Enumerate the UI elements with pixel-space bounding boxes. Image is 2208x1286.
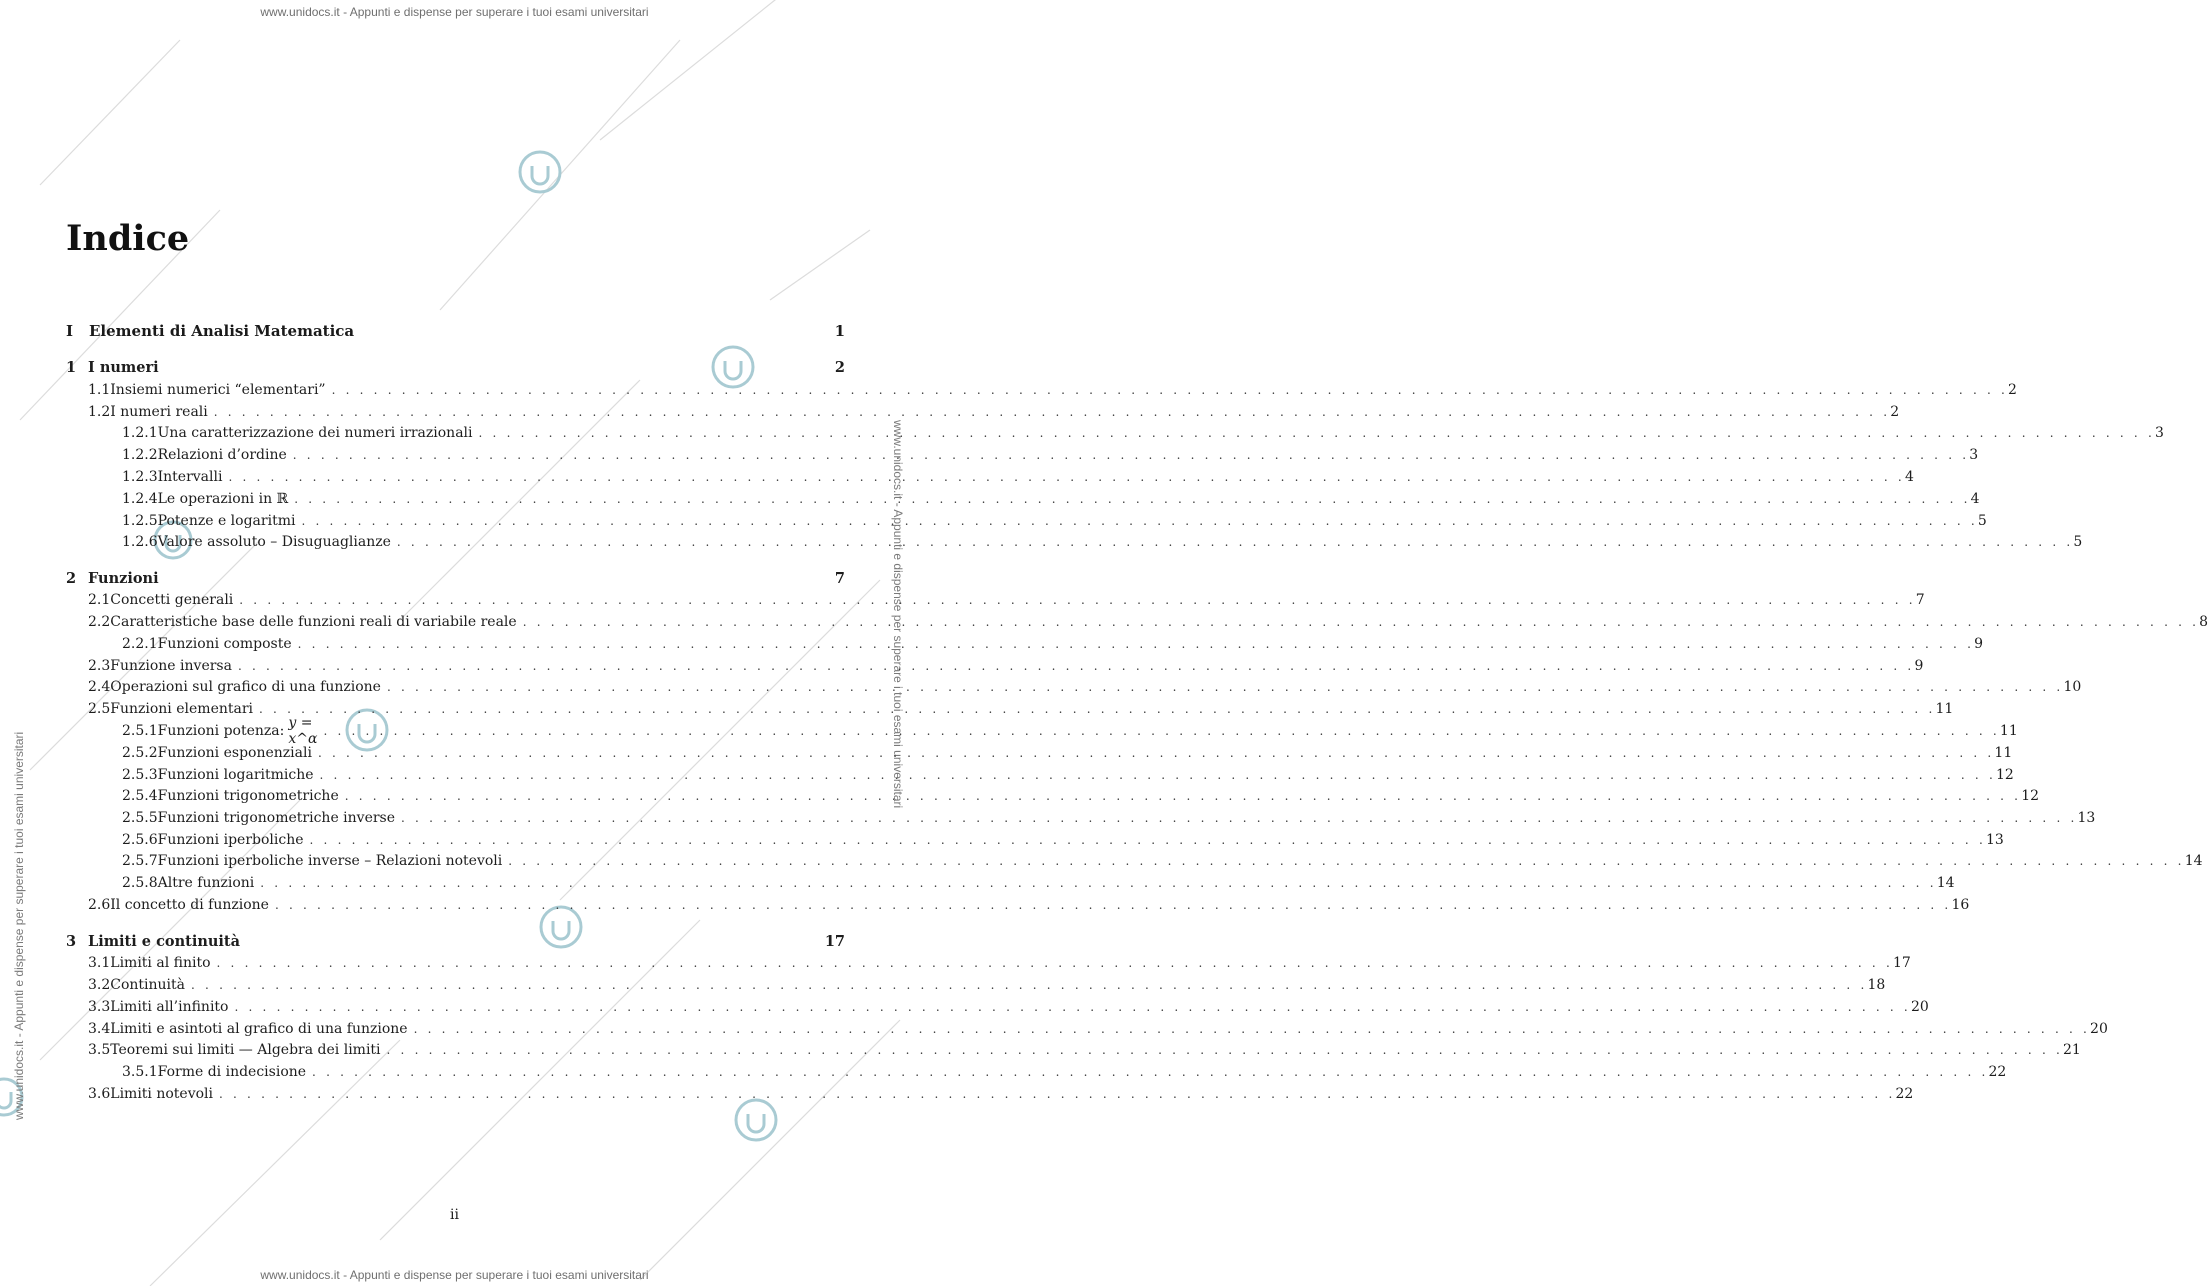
toc-dot-leader: . . . . . . . . . . . . . . . . . . . . . . . . . . . . . . . . . . . . . . . . . . . . . . . . . . . . . . . . . . . . . . . . . . . . . . . . . . . . . . . . . . . . . . . . . . . . . . . . . . . . . . . . . . . . . . . . . . . . . . . . xyxy=(323,724,2000,738)
toc-entry-page: 2 xyxy=(2008,382,2017,398)
toc-entry-page: 2 xyxy=(834,358,845,376)
toc-dot-leader: . . . . . . . . . . . . . . . . . . . . . . . . . . . . . . . . . . . . . . . . . . . . . . . . . . . . . . . . . . . . . . . . . . . . . . . . . . . . . . . . . . . . . . . . . . . . . . . . . . . . . . . . . . . . . . . . . . . . . . . . xyxy=(386,1043,2063,1057)
toc-entry-label: Operazioni sul grafico di una funzione xyxy=(110,679,381,695)
toc-subsection-entry[interactable] xyxy=(0,808,2096,828)
toc-entry-number: 2.5.4 xyxy=(122,788,158,804)
toc-dot-leader: . . . . . . . . . . . . . . . . . . . . . . . . . . . . . . . . . . . . . . . . . . . . . . . . . . . . . . . . . . . . . . . . . . . . . . . . . . . . . . . . . . . . . . . . . . . . . . . . . . . . . . . . . . . . . . . . . . . . . . . . xyxy=(301,514,1978,528)
toc-entry-page: 18 xyxy=(1867,977,1886,993)
toc-dot-leader: . . . . . . . . . . . . . . . . . . . . . . . . . . . . . . . . . . . . . . . . . . . . . . . . . . . . . . . . . . . . . . . . . . . . . . . . . . . . . . . . . . . . . . . . . . . . . . . . . . . . . . . . . . . . . . . . . . . . . . . . xyxy=(312,1065,1989,1079)
toc-entry-page: 22 xyxy=(1895,1086,1914,1102)
toc-entry-number: 1.1 xyxy=(88,382,111,398)
toc-entry-label: Concetti generali xyxy=(110,592,234,608)
toc-entry-page: 11 xyxy=(1935,701,1954,717)
toc-dot-leader: . . . . . . . . . . . . . . . . . . . . . . . . . . . . . . . . . . . . . . . . . . . . . . . . . . . . . . . . . . . . . . . . . . . . . . . . . . . . . . . . . . . . . . . . . . . . . . . . . . . . . . . . . . . . . . . . . . . . . . . . xyxy=(413,1022,2091,1036)
toc-entry-page: 7 xyxy=(834,569,845,587)
toc-entry-label: Funzioni potenza: xyxy=(157,723,285,739)
toc-entry-page: 14 xyxy=(2184,853,2203,869)
toc-subsection-entry[interactable] xyxy=(0,873,1955,893)
toc-entry-number: 2.2.1 xyxy=(122,636,158,652)
toc-dot-leader: . . . . . . . . . . . . . . . . . . . . . . . . . . . . . . . . . . . . . . . . . . . . . . . . . . . . . . . . . . . . . . . . . . . . . . . . . . . . . . . . . . . . . . . . . . . . . . . . . . . . . . . . . . . . . . . . . . . . . . . . xyxy=(239,593,1916,607)
toc-section-entry[interactable] xyxy=(0,380,2017,400)
toc-entry-number: 2.3 xyxy=(88,658,111,674)
toc-entry-number: 2.4 xyxy=(88,679,111,695)
toc-entry-number: 3.6 xyxy=(88,1086,111,1102)
toc-entry-label: Limiti all’infinito xyxy=(110,999,229,1015)
toc-dot-leader: . . . . . . . . . . . . . . . . . . . . . . . . . . . . . . . . . . . . . . . . . . . . . . . . . . . . . . . . . . . . . . . . . . . . . . . . . . . . . . . . . . . . . . . . . . . . . . . . . . . . . . . . . . . . . . . . . . . . . . . . xyxy=(216,956,1893,970)
toc-entry-label: Potenze e logaritmi xyxy=(157,513,296,529)
toc-entry-number: 3 xyxy=(66,932,77,950)
toc-subsection-entry[interactable] xyxy=(0,511,1987,531)
toc-section-entry[interactable] xyxy=(0,1019,2108,1039)
toc-dot-leader: . . . . . . . . . . . . . . . . . . . . . . . . . . . . . . . . . . . . . . . . . . . . . . . . . . . . . . . . . . . . . . . . . . . . . . . . . . . . . . . . . . . . . . . . . . . . . . . . . . . . . . . . . . . . . . . . . . . . . . . . xyxy=(344,789,2022,803)
part-page: 1 xyxy=(834,322,845,340)
toc-entry-label: Continuità xyxy=(110,977,186,993)
toc-entry-number: 2.2 xyxy=(88,614,111,630)
toc-dot-leader: . . . . . . . . . . . . . . . . . . . . . . . . . . . . . . . . . . . . . . . . . . . . . . . . . . . . . . . . . . . . . . . . . . . . . . . . . . . . . . . . . . . . . . . . . . . . . . . . . . . . . . . . . . . . . . . . . . . . . . . . xyxy=(259,702,1936,716)
toc-entry-label: Funzioni trigonometriche xyxy=(157,788,339,804)
watermark-bottom-text: www.unidocs.it - Appunti e dispense per superare i tuoi esami universitari xyxy=(260,1268,649,1282)
toc-entry-number: 1.2.1 xyxy=(122,425,158,441)
toc-entry-page: 5 xyxy=(2073,534,2083,550)
toc-entry-label: Le operazioni in ℝ xyxy=(157,491,289,507)
toc-entry-page: 22 xyxy=(1988,1064,2007,1080)
toc-section-entry[interactable] xyxy=(0,1084,1914,1104)
toc-entry-label: I numeri xyxy=(88,358,159,376)
toc-dot-leader: . . . . . . . . . . . . . . . . . . . . . . . . . . . . . . . . . . . . . . . . . . . . . . . . . . . . . . . . . . . . . . . . . . . . . . . . . . . . . . . . . . . . . . . . . . . . . . . . . . . . . . . . . . . . . . . . . . . . . . . . xyxy=(331,383,2009,397)
toc-entry-number: 2.5.5 xyxy=(122,810,158,826)
toc-entry-label: Relazioni d’ordine xyxy=(157,447,287,463)
toc-entry-page: 12 xyxy=(1995,767,2014,783)
toc-entry-label: Forme di indecisione xyxy=(157,1064,307,1080)
toc-entry-page: 11 xyxy=(1999,723,2018,739)
toc-entry-page: 20 xyxy=(2090,1021,2108,1037)
toc-chapter-entry[interactable] xyxy=(0,931,909,951)
toc-dot-leader: . . . . . . . . . . . . . . . . . . . . . . . . . . . . . . . . . . . . . . . . . . . . . . . . . . . . . . . . . . . . . . . . . . . . . . . . . . . . . . . . . . . . . . . . . . . . . . . . . . . . . . . . . . . . . . . . . . . . . . . . xyxy=(522,615,2200,629)
toc-entry-number: 3.3 xyxy=(88,999,111,1015)
toc-entry-page: 7 xyxy=(1915,592,1925,608)
toc-entry-number: 3.5 xyxy=(88,1042,111,1058)
toc-entry-label: Funzioni composte xyxy=(157,636,292,652)
toc-subsection-entry[interactable] xyxy=(0,851,2203,871)
toc-entry-number: 1.2.2 xyxy=(122,447,158,463)
toc-entry-number: 3.5.1 xyxy=(122,1064,158,1080)
toc-dot-leader: . . . . . . . . . . . . . . . . . . . . . . . . . . . . . . . . . . . . . . . . . . . . . . . . . . . . . . . . . . . . . . . . . . . . . . . . . . . . . . . . . . . . . . . . . . . . . . . . . . . . . . . . . . . . . . . . . . . . . . . . xyxy=(309,833,1986,847)
toc-entry-number: 3.4 xyxy=(88,1021,111,1037)
part-number: I xyxy=(66,322,74,340)
toc-entry-number: 2.5.7 xyxy=(122,853,158,869)
toc-entry-number: 2.5.3 xyxy=(122,767,158,783)
toc-dot-leader: . . . . . . . . . . . . . . . . . . . . . . . . . . . . . . . . . . . . . . . . . . . . . . . . . . . . . . . . . . . . . . . . . . . . . . . . . . . . . . . . . . . . . . . . . . . . . . . . . . . . . . . . . . . . . . . . . . . . . . . . xyxy=(292,448,1970,462)
toc-section-entry[interactable] xyxy=(0,997,1929,1017)
toc-entry-label: Il concetto di funzione xyxy=(110,897,269,913)
toc-entry-page: 2 xyxy=(1890,404,1900,420)
toc-dot-leader: . . . . . . . . . . . . . . . . . . . . . . . . . . . . . . . . . . . . . . . . . . . . . . . . . . . . . . . . . . . . . . . . . . . . . . . . . . . . . . . . . . . . . . . . . . . . . . . . . . . . . . . . . . . . . . . . . . . . . . . . xyxy=(234,1000,1911,1014)
toc-dot-leader: . . . . . . . . . . . . . . . . . . . . . . . . . . . . . . . . . . . . . . . . . . . . . . . . . . . . . . . . . . . . . . . . . . . . . . . . . . . . . . . . . . . . . . . . . . . . . . . . . . . . . . . . . . . . . . . . . . . . . . . . xyxy=(386,680,2064,694)
toc-dot-leader: . . . . . . . . . . . . . . . . . . . . . . . . . . . . . . . . . . . . . . . . . . . . . . . . . . . . . . . . . . . . . . . . . . . . . . . . . . . . . . . . . . . . . . . . . . . . . . . . . . . . . . . . . . . . . . . . . . . . . . . . xyxy=(297,637,1975,651)
toc-entry-label: Limiti e continuità xyxy=(88,932,241,950)
watermark-right-text: www.unidocs.it - Appunti e dispense per superare i tuoi esami universitari xyxy=(891,420,905,809)
toc-subsection-entry[interactable] xyxy=(0,1062,2007,1082)
toc-entry-number: 2.5 xyxy=(88,701,111,717)
toc-entry-number: 3.1 xyxy=(88,955,111,971)
toc-entry-page: 4 xyxy=(1970,491,1980,507)
toc-section-entry[interactable] xyxy=(0,953,1911,973)
page-title: Indice xyxy=(66,218,190,259)
toc-dot-leader: . . . . . . . . . . . . . . . . . . . . . . . . . . . . . . . . . . . . . . . . . . . . . . . . . . . . . . . . . . . . . . . . . . . . . . . . . . . . . . . . . . . . . . . . . . . . . . . . . . . . . . . . . . . . . . . . . . . . . . . . xyxy=(294,492,1971,506)
toc-dot-leader: . . . . . . . . . . . . . . . . . . . . . . . . . . . . . . . . . . . . . . . . . . . . . . . . . . . . . . . . . . . . . . . . . . . . . . . . . . . . . . . . . . . . . . . . . . . . . . . . . . . . . . . . . . . . . . . . . . . . . . . . xyxy=(478,426,2155,440)
toc-entry-page: 13 xyxy=(1985,832,2004,848)
toc-entry-page: 4 xyxy=(1904,469,1914,485)
toc-subsection-entry[interactable] xyxy=(0,467,1914,487)
toc-entry-number: 2.5.8 xyxy=(122,875,158,891)
toc-subsection-entry[interactable] xyxy=(0,830,2004,850)
toc-section-entry[interactable] xyxy=(0,612,2208,632)
toc-subsection-entry[interactable] xyxy=(0,715,2018,747)
toc-subsection-entry[interactable] xyxy=(0,423,2164,443)
toc-dot-leader: . . . . . . . . . . . . . . . . . . . . . . . . . . . . . . . . . . . . . . . . . . . . . . . . . . . . . . . . . . . . . . . . . . . . . . . . . . . . . . . . . . . . . . . . . . . . . . . . . . . . . . . . . . . . . . . . . . . . . . . . xyxy=(191,978,1868,992)
toc-entry-label: Funzioni xyxy=(88,569,159,587)
toc-entry-page: 9 xyxy=(1914,658,1924,674)
toc-entry-page: 20 xyxy=(1910,999,1929,1015)
toc-entry-label: Valore assoluto – Disuguaglianze xyxy=(157,534,391,550)
toc-entry-label: Funzioni iperboliche inverse – Relazioni notevoli xyxy=(157,853,503,869)
toc-entry-page: 13 xyxy=(2077,810,2096,826)
toc-entry-label: Una caratterizzazione dei numeri irrazionali xyxy=(157,425,473,441)
toc-section-entry[interactable] xyxy=(0,656,1924,676)
toc-dot-leader: . . . . . . . . . . . . . . . . . . . . . . . . . . . . . . . . . . . . . . . . . . . . . . . . . . . . . . . . . . . . . . . . . . . . . . . . . . . . . . . . . . . . . . . . . . . . . . . . . . . . . . . . . . . . . . . . . . . . . . . . xyxy=(228,470,1905,484)
toc-entry-label: Insiemi numerici “elementari” xyxy=(110,382,326,398)
toc-entry-label: Funzione inversa xyxy=(110,658,232,674)
toc-entry-label: Teoremi sui limiti — Algebra dei limiti xyxy=(110,1042,381,1058)
toc-entry-label: Limiti al finito xyxy=(110,955,211,971)
toc-entry-label: Limiti e asintoti al grafico di una funzione xyxy=(110,1021,408,1037)
toc-entry-number: 2.6 xyxy=(88,897,111,913)
toc-section-entry[interactable] xyxy=(0,590,1925,610)
toc-dot-leader: . . . . . . . . . . . . . . . . . . . . . . . . . . . . . . . . . . . . . . . . . . . . . . . . . . . . . . . . . . . . . . . . . . . . . . . . . . . . . . . . . . . . . . . . . . . . . . . . . . . . . . . . . . . . . . . . . . . . . . . . xyxy=(219,1087,1896,1101)
toc-section-entry[interactable] xyxy=(0,1040,2081,1060)
toc-entry-number: 2 xyxy=(66,569,77,587)
toc-entry-page: 9 xyxy=(1974,636,1984,652)
toc-entry-page: 16 xyxy=(1951,897,1970,913)
toc-entry-page: 3 xyxy=(2154,425,2164,441)
toc-entry-label: Funzioni logaritmiche xyxy=(157,767,314,783)
toc-entry-page: 8 xyxy=(2199,614,2208,630)
toc-entry-number: 2.5.6 xyxy=(122,832,158,848)
toc-dot-leader: . . . . . . . . . . . . . . . . . . . . . . . . . . . . . . . . . . . . . . . . . . . . . . . . . . . . . . . . . . . . . . . . . . . . . . . . . . . . . . . . . . . . . . . . . . . . . . . . . . . . . . . . . . . . . . . . . . . . . . . . xyxy=(213,405,1891,419)
toc-entry-number: 2.5.2 xyxy=(122,745,158,761)
toc-subsection-entry[interactable] xyxy=(0,765,2014,785)
toc-entry-math: y = x^α xyxy=(288,715,318,747)
toc-entry-number: 2.5.1 xyxy=(122,723,158,739)
toc-dot-leader: . . . . . . . . . . . . . . . . . . . . . . . . . . . . . . . . . . . . . . . . . . . . . . . . . . . . . . . . . . . . . . . . . . . . . . . . . . . . . . . . . . . . . . . . . . . . . . . . . . . . . . . . . . . . . . . . . . . . . . . . xyxy=(274,898,1952,912)
toc-entry-label: Caratteristiche base delle funzioni reali di variabile reale xyxy=(110,614,517,630)
toc-dot-leader: . . . . . . . . . . . . . . . . . . . . . . . . . . . . . . . . . . . . . . . . . . . . . . . . . . . . . . . . . . . . . . . . . . . . . . . . . . . . . . . . . . . . . . . . . . . . . . . . . . . . . . . . . . . . . . . . . . . . . . . . xyxy=(319,768,1996,782)
toc-entry-label: Intervalli xyxy=(157,469,223,485)
toc-entry-label: Limiti notevoli xyxy=(110,1086,213,1102)
toc-entry-page: 11 xyxy=(1994,745,2013,761)
toc-dot-leader: . . . . . . . . . . . . . . . . . . . . . . . . . . . . . . . . . . . . . . . . . . . . . . . . . . . . . . . . . . . . . . . . . . . . . . . . . . . . . . . . . . . . . . . . . . . . . . . . . . . . . . . . . . . . . . . . . . . . . . . . xyxy=(237,659,1915,673)
toc-subsection-entry[interactable] xyxy=(0,445,1979,465)
toc-entry-label: Funzioni iperboliche xyxy=(157,832,304,848)
toc-subsection-entry[interactable] xyxy=(0,786,2040,806)
part-title: Elementi di Analisi Matematica xyxy=(89,322,355,340)
toc-chapter-entry[interactable] xyxy=(0,568,909,588)
toc-entry-label: Funzioni trigonometriche inverse xyxy=(157,810,396,826)
toc-entry-number: 1 xyxy=(66,358,77,376)
toc-entry-page: 10 xyxy=(2063,679,2082,695)
watermark-left-text: www.unidocs.it - Appunti e dispense per superare i tuoi esami universitari xyxy=(12,731,26,1120)
toc-entry-page: 14 xyxy=(1936,875,1955,891)
toc-entry-number: 1.2.6 xyxy=(122,534,158,550)
toc-entry-number: 1.2.5 xyxy=(122,513,158,529)
toc-entry-number: 1.2 xyxy=(88,404,111,420)
toc-entry-label: Funzioni esponenziali xyxy=(157,745,312,761)
toc-dot-leader: . . . . . . . . . . . . . . . . . . . . . . . . . . . . . . . . . . . . . . . . . . . . . . . . . . . . . . . . . . . . . . . . . . . . . . . . . . . . . . . . . . . . . . . . . . . . . . . . . . . . . . . . . . . . . . . . . . . . . . . . xyxy=(508,854,2185,868)
toc-entry-page: 17 xyxy=(824,932,845,950)
toc-subsection-entry[interactable] xyxy=(0,489,1980,509)
toc-entry-page: 12 xyxy=(2021,788,2040,804)
toc-dot-leader: . . . . . . . . . . . . . . . . . . . . . . . . . . . . . . . . . . . . . . . . . . . . . . . . . . . . . . . . . . . . . . . . . . . . . . . . . . . . . . . . . . . . . . . . . . . . . . . . . . . . . . . . . . . . . . . . . . . . . . . . xyxy=(260,876,1937,890)
toc-entry-label: I numeri reali xyxy=(110,404,208,420)
toc-entry-number: 3.2 xyxy=(88,977,111,993)
toc-section-entry[interactable] xyxy=(0,975,1886,995)
toc-entry-label: Funzioni elementari xyxy=(110,701,254,717)
toc-entry-page: 5 xyxy=(1977,513,1987,529)
toc-entry-page: 3 xyxy=(1969,447,1979,463)
toc-part-entry[interactable] xyxy=(66,321,845,341)
toc-section-entry[interactable] xyxy=(0,895,1970,915)
toc-entry-page: 17 xyxy=(1892,955,1911,971)
toc-section-entry[interactable] xyxy=(0,699,1954,719)
toc-subsection-entry[interactable] xyxy=(0,532,2083,552)
watermark-top-text: www.unidocs.it - Appunti e dispense per superare i tuoi esami universitari xyxy=(260,5,649,19)
toc-dot-leader: . . . . . . . . . . . . . . . . . . . . . . . . . . . . . . . . . . . . . . . . . . . . . . . . . . . . . . . . . . . . . . . . . . . . . . . . . . . . . . . . . . . . . . . . . . . . . . . . . . . . . . . . . . . . . . . . . . . . . . . . xyxy=(401,811,2078,825)
toc-section-entry[interactable] xyxy=(0,677,2082,697)
toc-entry-number: 1.2.3 xyxy=(122,469,158,485)
toc-subsection-entry[interactable] xyxy=(0,634,1984,654)
toc-chapter-entry[interactable] xyxy=(0,357,909,377)
toc-entry-number: 2.1 xyxy=(88,592,111,608)
toc-entry-number: 1.2.4 xyxy=(122,491,158,507)
toc-entry-page: 21 xyxy=(2063,1042,2081,1058)
toc-dot-leader: . . . . . . . . . . . . . . . . . . . . . . . . . . . . . . . . . . . . . . . . . . . . . . . . . . . . . . . . . . . . . . . . . . . . . . . . . . . . . . . . . . . . . . . . . . . . . . . . . . . . . . . . . . . . . . . . . . . . . . . . xyxy=(317,746,1995,760)
page-number: ii xyxy=(450,1207,459,1223)
toc-subsection-entry[interactable] xyxy=(0,743,2013,763)
toc-dot-leader: . . . . . . . . . . . . . . . . . . . . . . . . . . . . . . . . . . . . . . . . . . . . . . . . . . . . . . . . . . . . . . . . . . . . . . . . . . . . . . . . . . . . . . . . . . . . . . . . . . . . . . . . . . . . . . . . . . . . . . . . xyxy=(396,535,2074,549)
toc-section-entry[interactable] xyxy=(0,402,1900,422)
toc-entry-label: Altre funzioni xyxy=(157,875,255,891)
